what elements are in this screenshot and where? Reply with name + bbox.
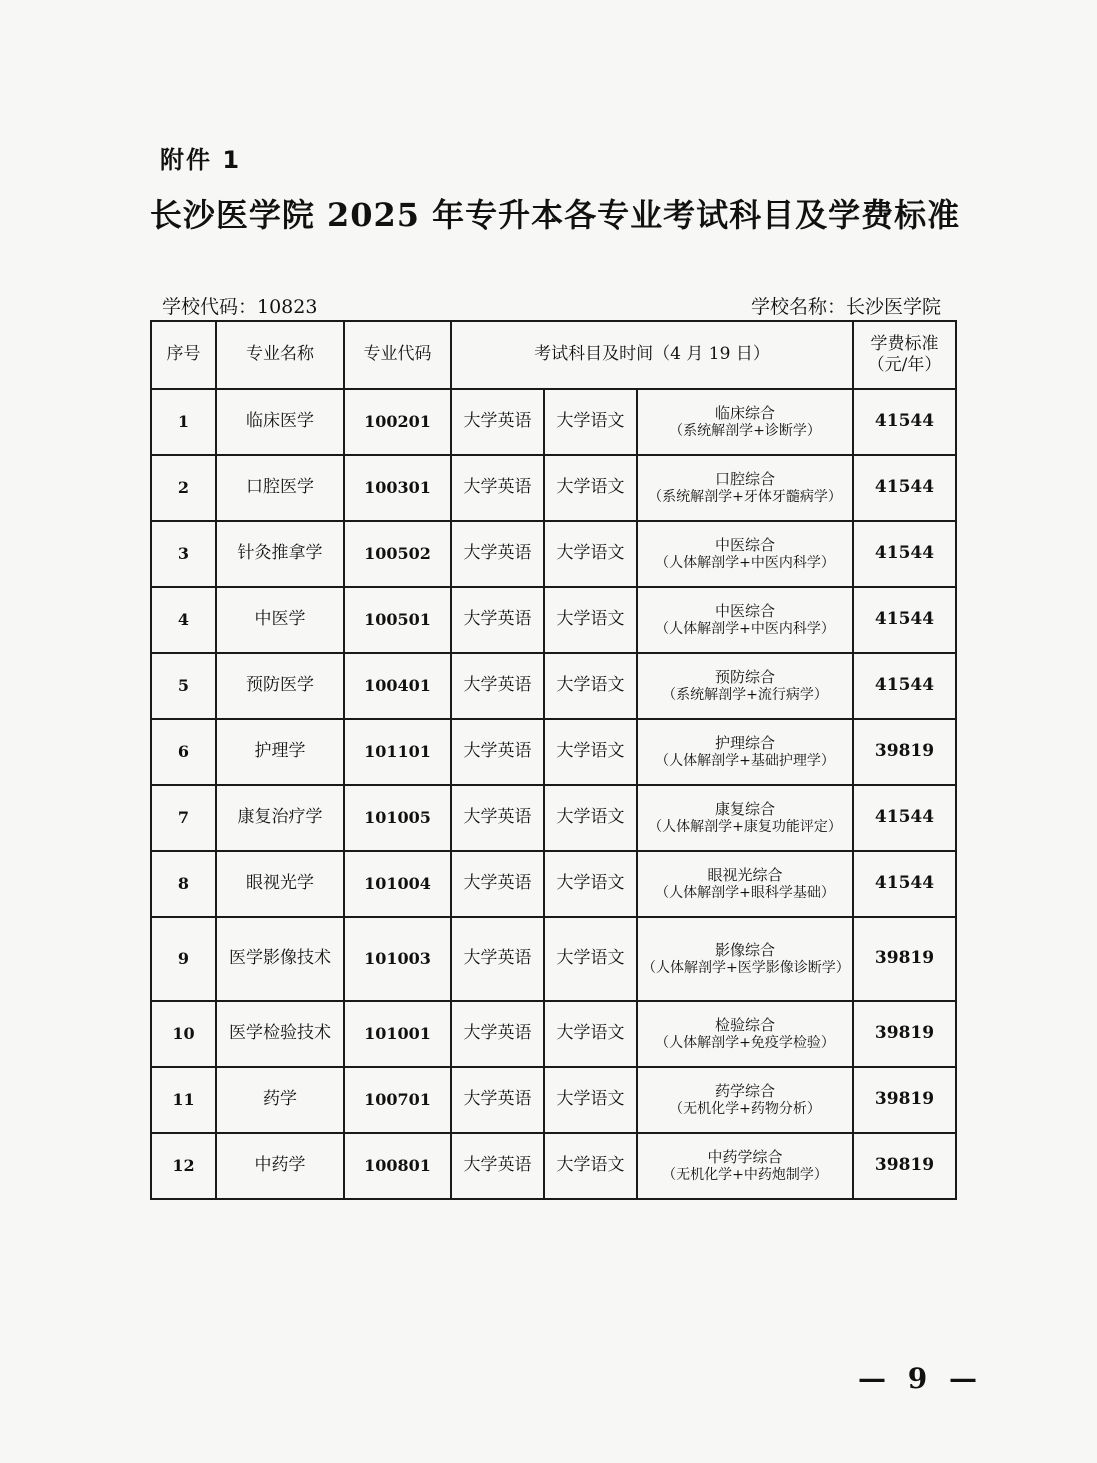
- exam-subject-chinese: 大学语文: [544, 851, 637, 917]
- row-index: 12: [151, 1133, 216, 1199]
- exam-comprehensive-subjects: （无机化学+中药炮制学）: [662, 1166, 828, 1183]
- exam-comprehensive-title: 中药学综合: [707, 1147, 783, 1166]
- school-code: 学校代码：10823: [162, 296, 318, 318]
- header-exam: 考试科目及时间（4 月 19 日）: [451, 321, 853, 389]
- exam-comprehensive-subjects: （人体解剖学+眼科学基础）: [655, 884, 835, 901]
- exam-subject-english: 大学英语: [451, 1067, 544, 1133]
- header-fee-line1: 学费标准: [870, 333, 939, 354]
- major-code: 100201: [344, 389, 451, 455]
- exam-subject-english: 大学英语: [451, 1001, 544, 1067]
- exam-subject-chinese: 大学语文: [544, 1001, 637, 1067]
- header-major-code: 专业代码: [344, 321, 451, 389]
- major-code: 100502: [344, 521, 451, 587]
- exam-subject-chinese: 大学语文: [544, 389, 637, 455]
- table-row: [151, 653, 956, 719]
- exam-subject-english: 大学英语: [451, 719, 544, 785]
- exam-comprehensive-title: 康复综合: [714, 799, 775, 818]
- major-name: 护理学: [216, 719, 344, 785]
- major-name: 针灸推拿学: [216, 521, 344, 587]
- major-name: 药学: [216, 1067, 344, 1133]
- exam-comprehensive-subjects: （人体解剖学+医学影像诊断学）: [642, 959, 850, 976]
- row-index: 3: [151, 521, 216, 587]
- exam-subject-english: 大学英语: [451, 389, 544, 455]
- major-code: 100701: [344, 1067, 451, 1133]
- major-code: 100301: [344, 455, 451, 521]
- tuition-fee: 39819: [853, 719, 956, 785]
- table-row: [151, 1133, 956, 1199]
- exam-comprehensive-subjects: （人体解剖学+免疫学检验）: [655, 1034, 835, 1051]
- table-row: [151, 1001, 956, 1067]
- tuition-fee: 39819: [853, 1001, 956, 1067]
- tuition-fee: 41544: [853, 455, 956, 521]
- exam-comprehensive-subjects: （系统解剖学+牙体牙髓病学）: [648, 488, 842, 505]
- major-name: 临床医学: [216, 389, 344, 455]
- row-index: 5: [151, 653, 216, 719]
- tuition-fee: 41544: [853, 389, 956, 455]
- tuition-fee: 39819: [853, 1067, 956, 1133]
- exam-comprehensive-subjects: （人体解剖学+中医内科学）: [655, 620, 835, 637]
- major-name: 预防医学: [216, 653, 344, 719]
- major-name: 眼视光学: [216, 851, 344, 917]
- exam-subject-english: 大学英语: [451, 851, 544, 917]
- exam-subject-english: 大学英语: [451, 587, 544, 653]
- school-name: 学校名称：长沙医学院: [750, 296, 941, 318]
- exam-subject-chinese: 大学语文: [544, 455, 637, 521]
- row-index: 10: [151, 1001, 216, 1067]
- exam-subject-chinese: 大学语文: [544, 1133, 637, 1199]
- tuition-fee: 39819: [853, 917, 956, 1001]
- exam-comprehensive-title: 护理综合: [714, 733, 775, 752]
- attachment-label: 附件 1: [160, 146, 242, 174]
- exam-comprehensive-title: 影像综合: [714, 940, 775, 959]
- major-name: 中医学: [216, 587, 344, 653]
- exam-comprehensive-subjects: （无机化学+药物分析）: [669, 1100, 821, 1117]
- major-code: 100501: [344, 587, 451, 653]
- table-row: [151, 1067, 956, 1133]
- exam-comprehensive: [637, 785, 853, 851]
- exam-comprehensive: [637, 587, 853, 653]
- major-code: 100801: [344, 1133, 451, 1199]
- exam-comprehensive-title: 预防综合: [714, 667, 775, 686]
- exam-comprehensive: [637, 1067, 853, 1133]
- row-index: 7: [151, 785, 216, 851]
- exam-comprehensive: [637, 455, 853, 521]
- header-fee: [853, 321, 956, 389]
- table-row: [151, 917, 956, 1001]
- exam-subject-english: 大学英语: [451, 455, 544, 521]
- exam-comprehensive-title: 药学综合: [714, 1081, 775, 1100]
- major-name: 医学影像技术: [216, 917, 344, 1001]
- table-row: [151, 719, 956, 785]
- major-code: 101003: [344, 917, 451, 1001]
- page-title: 长沙医学院 2025 年专升本各专业考试科目及学费标准: [149, 196, 961, 234]
- major-name: 康复治疗学: [216, 785, 344, 851]
- major-name: 医学检验技术: [216, 1001, 344, 1067]
- major-name: 口腔医学: [216, 455, 344, 521]
- major-code: 101001: [344, 1001, 451, 1067]
- exam-comprehensive-subjects: （人体解剖学+康复功能评定）: [648, 818, 842, 835]
- row-index: 11: [151, 1067, 216, 1133]
- exam-subject-chinese: 大学语文: [544, 1067, 637, 1133]
- major-code: 101101: [344, 719, 451, 785]
- tuition-fee: 41544: [853, 851, 956, 917]
- row-index: 4: [151, 587, 216, 653]
- row-index: 8: [151, 851, 216, 917]
- row-index: 6: [151, 719, 216, 785]
- exam-subject-chinese: 大学语文: [544, 521, 637, 587]
- page-number: — 9 —: [858, 1362, 983, 1395]
- major-code: 101004: [344, 851, 451, 917]
- table-row: [151, 785, 956, 851]
- exam-subject-chinese: 大学语文: [544, 653, 637, 719]
- exam-comprehensive-subjects: （系统解剖学+流行病学）: [662, 686, 828, 703]
- exam-comprehensive: [637, 1133, 853, 1199]
- exam-comprehensive: [637, 1001, 853, 1067]
- exam-comprehensive-title: 中医综合: [714, 601, 775, 620]
- exam-subject-chinese: 大学语文: [544, 785, 637, 851]
- header-index: 序号: [151, 321, 216, 389]
- exam-comprehensive: [637, 917, 853, 1001]
- exam-comprehensive-subjects: （人体解剖学+基础护理学）: [655, 752, 835, 769]
- exam-comprehensive-title: 口腔综合: [714, 469, 775, 488]
- exam-comprehensive: [637, 521, 853, 587]
- exam-comprehensive-title: 检验综合: [714, 1015, 775, 1034]
- exam-subject-english: 大学英语: [451, 785, 544, 851]
- row-index: 9: [151, 917, 216, 1001]
- exam-subject-chinese: 大学语文: [544, 917, 637, 1001]
- exam-subject-english: 大学英语: [451, 917, 544, 1001]
- exam-comprehensive: [637, 653, 853, 719]
- exam-comprehensive-subjects: （系统解剖学+诊断学）: [669, 422, 821, 439]
- major-code: 101005: [344, 785, 451, 851]
- major-name: 中药学: [216, 1133, 344, 1199]
- table-header-row: [151, 321, 956, 389]
- exam-comprehensive-subjects: （人体解剖学+中医内科学）: [655, 554, 835, 571]
- exam-subject-chinese: 大学语文: [544, 719, 637, 785]
- table-row: [151, 587, 956, 653]
- header-fee-line2: （元/年）: [867, 355, 942, 375]
- table-row: [151, 455, 956, 521]
- table-row: [151, 851, 956, 917]
- tuition-fee: 41544: [853, 653, 956, 719]
- exam-subject-english: 大学英语: [451, 521, 544, 587]
- row-index: 2: [151, 455, 216, 521]
- table-row: [151, 389, 956, 455]
- exam-comprehensive: [637, 389, 853, 455]
- exam-comprehensive-title: 临床综合: [714, 403, 775, 422]
- exam-comprehensive-title: 中医综合: [714, 535, 775, 554]
- exam-comprehensive-title: 眼视光综合: [707, 865, 783, 884]
- exam-fee-table: [150, 320, 957, 1200]
- exam-comprehensive: [637, 851, 853, 917]
- tuition-fee: 41544: [853, 785, 956, 851]
- major-code: 100401: [344, 653, 451, 719]
- table-row: [151, 521, 956, 587]
- tuition-fee: 41544: [853, 521, 956, 587]
- exam-subject-english: 大学英语: [451, 1133, 544, 1199]
- tuition-fee: 39819: [853, 1133, 956, 1199]
- exam-comprehensive: [637, 719, 853, 785]
- exam-subject-english: 大学英语: [451, 653, 544, 719]
- header-major-name: 专业名称: [216, 321, 344, 389]
- row-index: 1: [151, 389, 216, 455]
- exam-subject-chinese: 大学语文: [544, 587, 637, 653]
- tuition-fee: 41544: [853, 587, 956, 653]
